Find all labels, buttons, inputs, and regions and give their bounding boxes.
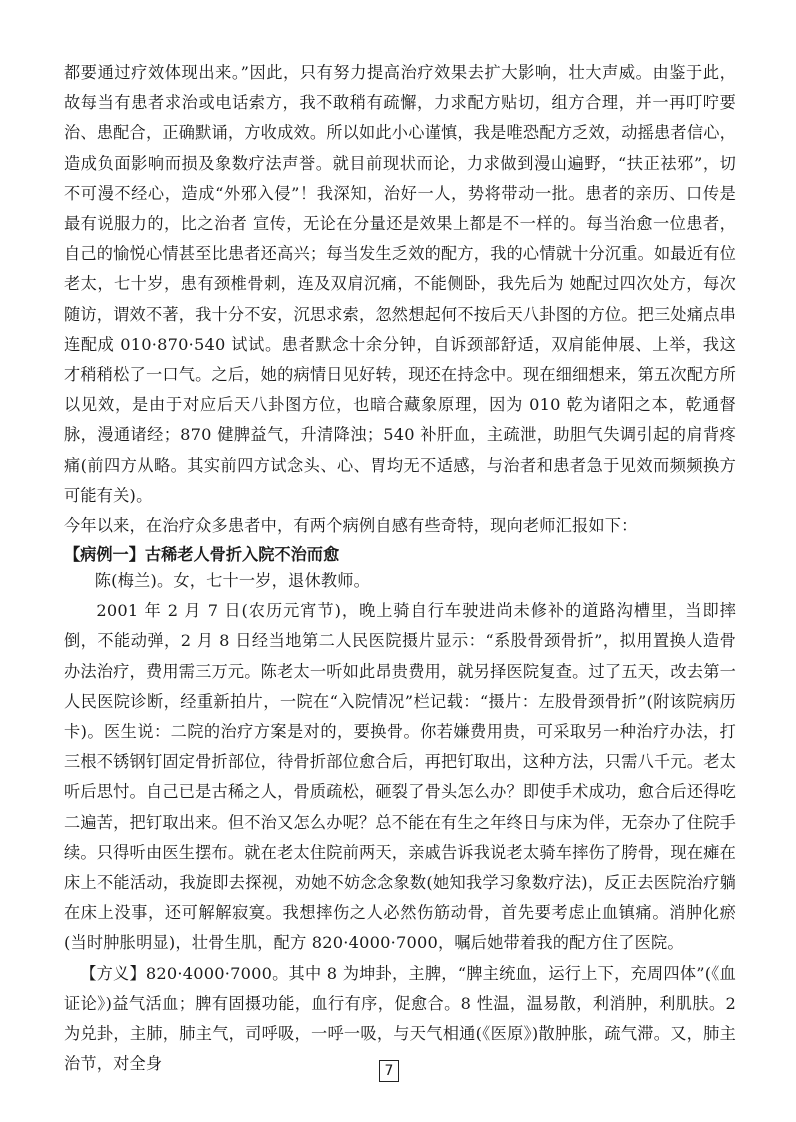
intro-paragraph: 都要通过疗效体现出来。”因此，只有努力提高治疗效果去扩大影响，壮大声威。由鉴于此，故每当有患者求治或电话索方，我不敢稍有疏懈，力求配方贴切，组方合理，并一再叮咛要治、患配合，正确默诵，方收成效。所以如此小心谨慎，我是唯恐配方乏效，动摇患者信心，造成负面影响而损及象数疗法声誉。就目前现状而论，力求做到漫山遍野，“扶正祛邪”，切不可漫不经心，造成“外邪入侵”！我深知，治好一人，势将带动一批。患者的亲历、口传是最有说服力的，比之治者 宣传，无论在分量还是效果上都是不一样的。每当治愈一位患者，自己的愉悦心情甚至比患者还高兴；每当发生乏效的配方，我的心情就十分沉重。如最近有位老太，七十岁，患有颈椎骨刺，连及双肩沉痛，不能侧卧，我先后为 她配过四次处方，每次随访，谓效不著，我十分不安，沉思求索，忽然想起何不按后天八卦图的方位。把三处痛点串连配成 010·870·540 试试。患者默念十余分钟，自诉颈部舒适，双肩能伸展、上举，我这才稍稍松了一口气。之后，她的病情日见好转，现还在持念中。现在细细想来，第五次配方所以见效，是由于对应后天八卦图方位，也暗合藏象原理，因为 010 乾为诸阳之本，乾通督脉，漫通诸经；870 健脾益气，升清降浊；540 补肝血，主疏泄，助胆气失调引起的肩背疼痛(前四方从略。其实前四方试念头、心、胃均无不适感，与治者和患者急于见效而频频换方可能有关)。 (64, 63, 736, 505)
patient-info-line: 陈(梅兰)。女，七十一岁，退休教师。 (94, 571, 370, 590)
transition-paragraph: 今年以来，在治疗众多患者中，有两个病例自感有些奇特，现向老师汇报如下： (64, 516, 638, 536)
formula-explanation-paragraph: 【方义】820·4000·7000。其中 8 为坤卦，主脾，“脾主统血，运行上下，充周四体”(《血证论》)益气活血；脾有固摄功能，血行有序，促愈合。8 性温，温易散，利消肿，利肌肤。2 为兑卦，主肺，肺主气，司呼吸，一呼一吸，与天气相通(《医原》)散肿胀，疏气滞。又，肺主治节，对全身 (64, 963, 736, 1074)
intro-section (64, 58, 736, 541)
page-number: 7 (379, 1060, 399, 1082)
case-one-heading: 【病例一】古稀老人骨折入院不治而愈 (64, 545, 340, 564)
case-history-paragraph: 2001 年 2 月 7 日(农历元宵节)，晚上骑自行车驶进尚未修补的道路沟槽里，当即摔倒，不能动弹，2 月 8 日经当地第二人民医院摄片显示：“系股骨颈骨折”，拟用置换人造骨办法治疗，费用需三万元。陈老太一听如此昂贵费用，就另择医院复查。过了五天，改去第一人民医院诊断，经重新拍片，一院在“入院情况”栏记载：“摄片：左股骨颈骨折”(附该院病历卡)。医生说：二院的治疗方案是对的，要换骨。你若嫌费用贵，可采取另一种治疗办法，打三根不锈钢钉固定骨折部位，待骨折部位愈合后，再把钉取出，这种方法，只需八千元。老太听后思忖。自己已是古稀之人，骨质疏松，砸裂了骨头怎么办？即使手术成功，愈合后还得吃二遍苦，把钉取出来。但不治又怎么办呢？总不能在有生之年终日与床为伴，无奈办了住院手续。只得听由医生摆布。就在老太住院前两天，亲戚告诉我说老太骑车摔伤了胯骨，现在瘫在床上不能活动，我旋即去探视，劝她不妨念念象数(她知我学习象数疗法)，反正去医院治疗躺在床上没事，还可解解寂寞。我想摔伤之人必然伤筋动骨，首先要考虑止血镇痛。消肿化瘀(当时肿胀明显)，壮骨生肌，配方 820·4000·7000，嘱后她带着我的配方住了医院。 (64, 601, 736, 953)
case-one-body (64, 566, 736, 1079)
